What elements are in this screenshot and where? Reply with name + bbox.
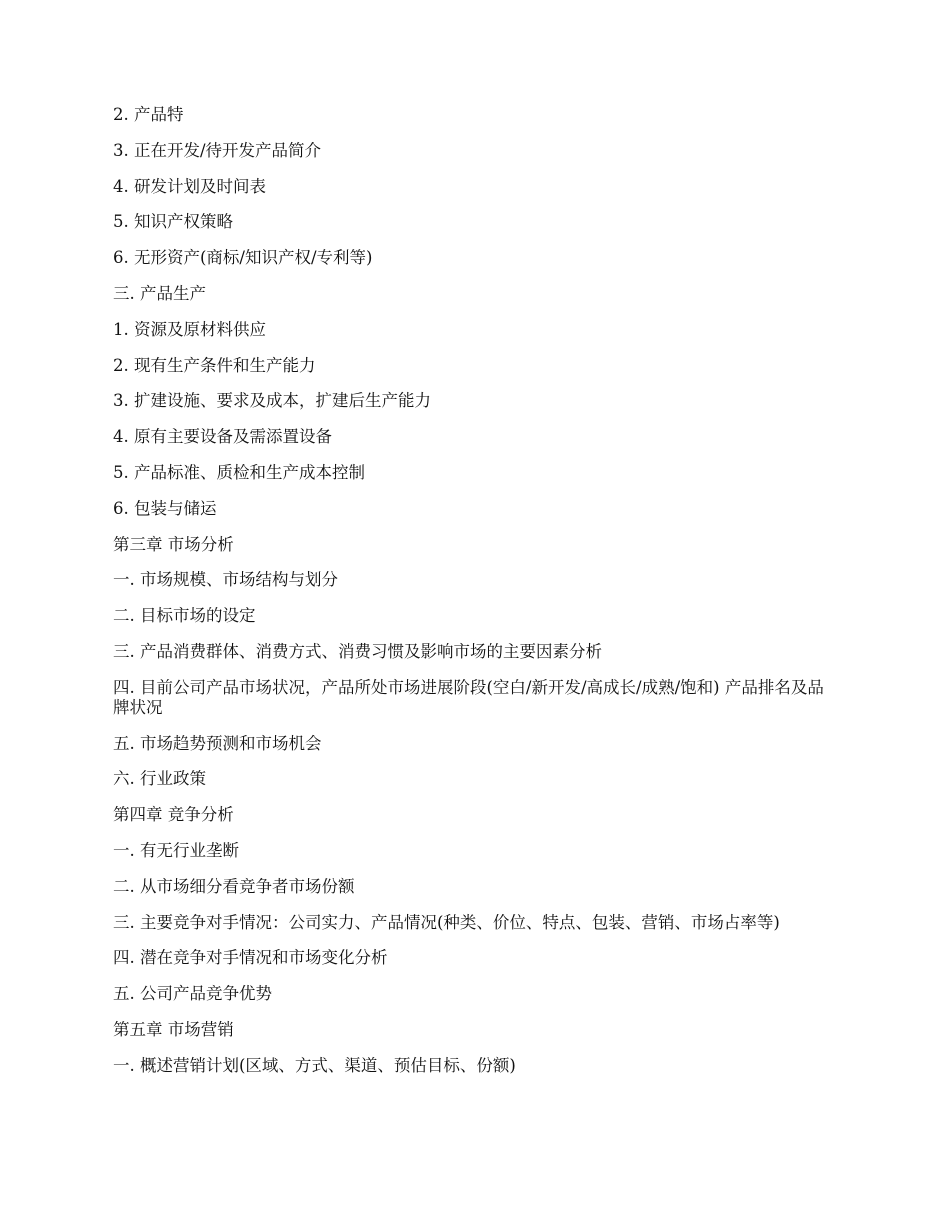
section-heading: 二. 从市场细分看竞争者市场份额 (113, 876, 355, 896)
section-heading: 三. 主要竞争对手情况：公司实力、产品情况(种类、价位、特点、包装、营销、市场占率等) (113, 912, 780, 932)
section-heading: 二. 目标市场的设定 (113, 606, 256, 626)
list-item: 2. 产品特 (113, 105, 184, 124)
chapter-heading: 第四章 竞争分析 (113, 805, 234, 825)
section-heading: 一. 概述营销计划(区域、方式、渠道、预估目标、份额) (113, 1055, 516, 1075)
list-item: 1. 资源及原材料供应 (113, 319, 266, 339)
section-heading: 四. 目前公司产品市场状况，产品所处市场进展阶段(空白/新开发/高成长/成熟/饱和) 产品排名及品牌状况 (113, 677, 824, 717)
section-heading: 一. 市场规模、市场结构与划分 (113, 570, 338, 590)
section-heading: 三. 产品消费群体、消费方式、消费习惯及影响市场的主要因素分析 (113, 641, 602, 661)
section-heading: 三. 产品生产 (113, 283, 206, 303)
list-item: 4. 原有主要设备及需添置设备 (113, 427, 332, 447)
section-heading: 五. 公司产品竞争优势 (113, 984, 272, 1004)
section-heading: 五. 市场趋势预测和市场机会 (113, 733, 322, 753)
list-item: 4. 研发计划及时间表 (113, 176, 266, 196)
section-heading: 六. 行业政策 (113, 769, 206, 789)
list-item: 5. 知识产权策略 (113, 212, 233, 232)
list-item: 3. 扩建设施、要求及成本，扩建后生产能力 (113, 391, 431, 411)
list-item: 6. 无形资产(商标/知识产权/专利等) (113, 248, 373, 268)
section-heading: 一. 有无行业垄断 (113, 840, 239, 860)
list-item: 3. 正在开发/待开发产品简介 (113, 140, 322, 160)
list-item: 6. 包装与储运 (113, 498, 217, 518)
list-item: 2. 现有生产条件和生产能力 (113, 355, 316, 375)
section-heading: 四. 潜在竞争对手情况和市场变化分析 (113, 948, 388, 968)
chapter-heading: 第三章 市场分析 (113, 534, 234, 554)
document-body (113, 105, 833, 1092)
chapter-heading: 第五章 市场营销 (113, 1019, 234, 1039)
list-item: 5. 产品标准、质检和生产成本控制 (113, 462, 365, 482)
